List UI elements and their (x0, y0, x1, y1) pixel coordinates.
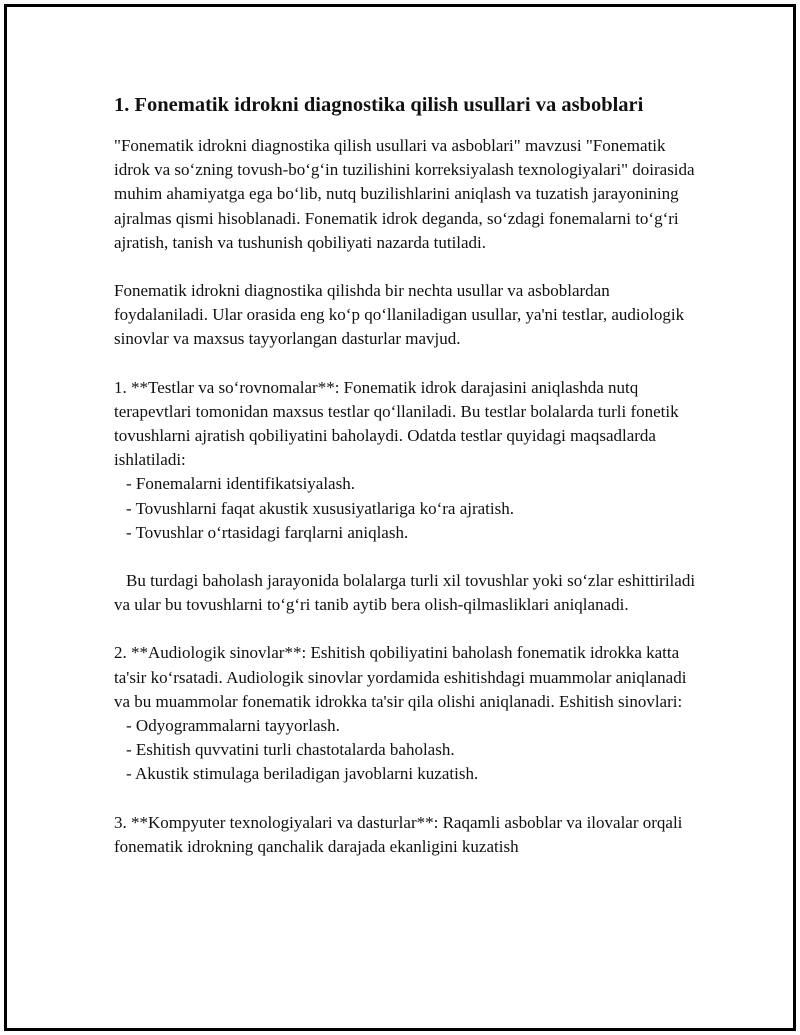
section-audiology (114, 641, 704, 786)
page-title: 1. Fonematik idrokni diagnostika qilish usullari va asboblari (114, 94, 644, 116)
list-item: - Fonemalarni identifikatsiyalash. (126, 474, 355, 494)
section-tests (114, 376, 704, 545)
overview-paragraph: Fonematik idrokni diagnostika qilishda bir nechta usullar va asboblardan foydalaniladi. Ular orasida eng ko‘p qo‘llaniladigan usullar, ya'ni testlar, audiologik sinovlar va maxsus tayyorlangan dasturlar mavjud. (114, 281, 685, 349)
list-item: - Tovushlarni faqat akustik xususiyatlariga ko‘ra ajratish. (126, 498, 514, 518)
section-tests-text: 1. **Testlar va so‘rovnomalar**: Fonematik idrok darajasini aniqlashda nutq terapevtlari tomonidan maxsus testlar qo‘llaniladi. Bu testlar bolalarda turli fonetik tovushlarni ajratish qobiliyatini baholaydi. Odatda testlar quyidagi maqsadlarda ishlatiladi: (114, 377, 679, 470)
section-audiology-list (114, 714, 704, 787)
section-computer-text: 3. **Kompyuter texnologiyalari va dasturlar**: Raqamli asboblar va ilovalar orqali fonematik idrokning qanchalik darajada ekanligini kuzatish (114, 812, 683, 856)
document-body (114, 90, 704, 859)
list-item: - Odyogrammalarni tayyorlash. (126, 716, 340, 736)
list-item: - Eshitish quvvatini turli chastotalarda baholash. (126, 740, 455, 760)
list-item: - Akustik stimulaga beriladigan javoblarni kuzatish. (126, 764, 479, 784)
section-tests-followup: Bu turdagi baholash jarayonida bolalarga turli xil tovushlar yoki so‘zlar eshittiriladi va ular bu tovushlarni to‘g‘ri tanib aytib bera olish-qilmasliklari aniqlanadi. (114, 571, 696, 615)
list-item: - Tovushlar o‘rtasidagi farqlarni aniqlash. (126, 522, 409, 542)
section-audiology-text: 2. **Audiologik sinovlar**: Eshitish qobiliyatini baholash fonematik idrokka katta ta'sir ko‘rsatadi. Audiologik sinovlar yordamida eshitishdagi muammolar aniqlanadi va bu muammolar fonematik idrokka ta'sir qila olishi aniqlanadi. Eshitish sinovlari: (114, 643, 687, 711)
intro-paragraph: "Fonematik idrokni diagnostika qilish usullari va asboblari" mavzusi "Fonematik idrok va so‘zning tovush-bo‘g‘in tuzilishini korreksiyalash texnologiyalari" doirasida muhim ahamiyatga ega bo‘lib, nutq buzilishlarini aniqlash va tuzatish jarayonining ajralmas qismi hisoblanadi. Fonematik idrok deganda, so‘zdagi fonemalarni to‘g‘ri ajratish, tanish va tushunish qobiliyati nazarda tutiladi. (114, 136, 695, 252)
section-tests-list (114, 472, 704, 545)
